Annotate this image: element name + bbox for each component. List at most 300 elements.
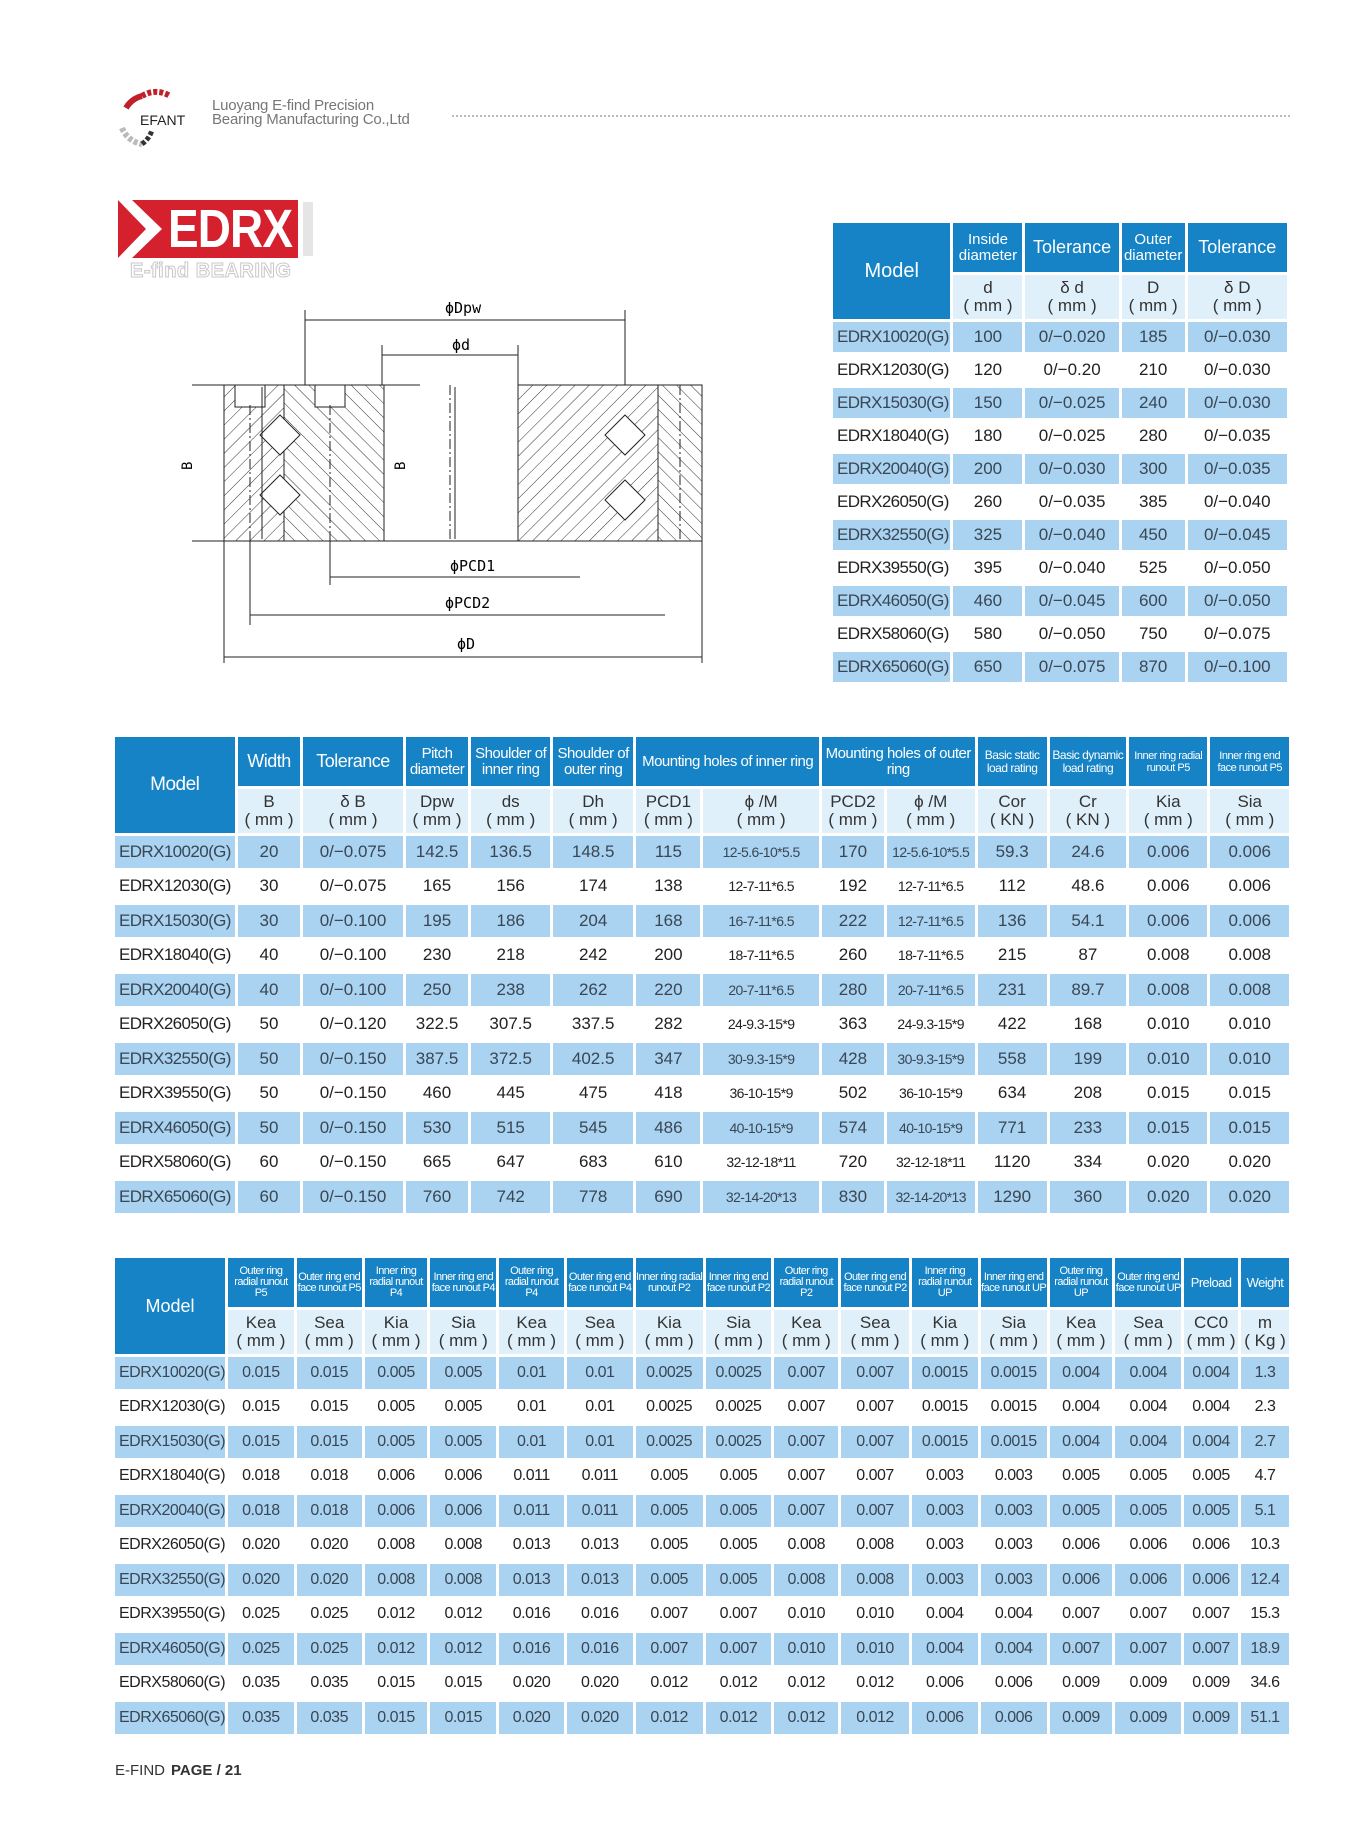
value-cell: 0.010 <box>1228 1014 1271 1034</box>
model-cell: EDRX65060(G) <box>115 1702 225 1734</box>
value-cell: 0.006 <box>981 1702 1047 1734</box>
value-cell: 830 <box>822 1181 884 1213</box>
value-cell: 0.007 <box>774 1426 838 1458</box>
value-cell: 0.0015 <box>912 1357 978 1389</box>
value-cell: 0/−0.075 <box>303 836 402 868</box>
value-cell: 0.035 <box>242 1674 280 1692</box>
unit: ( mm ) <box>1128 296 1178 315</box>
value-cell: 690 <box>636 1181 700 1213</box>
col-header: Outer ring radial runout UP <box>1050 1258 1113 1307</box>
value-cell: 165 <box>422 876 452 896</box>
value-cell: 0.015 <box>444 1674 483 1692</box>
value-cell: 0.005 <box>444 1398 483 1416</box>
value-cell: 0.004 <box>1192 1398 1230 1416</box>
value-cell: 142.5 <box>406 836 469 868</box>
cross-section-diagram <box>180 285 710 665</box>
model-cell: EDRX10020(G) <box>115 836 235 868</box>
value-cell: 0.006 <box>377 1467 415 1485</box>
value-cell: 0.006 <box>994 1674 1033 1692</box>
table-row <box>115 1357 1289 1389</box>
value-cell: 0/−0.150 <box>319 1152 387 1172</box>
unit: ( KN ) <box>1065 810 1111 829</box>
value-cell: 0/−0.040 <box>1203 492 1271 511</box>
value-cell: 0.005 <box>706 1495 772 1527</box>
value-cell: 12.4 <box>1241 1564 1289 1596</box>
value-cell: 0.007 <box>1050 1633 1113 1665</box>
value-cell: 0.01 <box>516 1398 547 1416</box>
value-cell: 0.006 <box>1115 1564 1181 1596</box>
value-cell: 0/−0.040 <box>1038 558 1106 577</box>
company-name-line2: Bearing Manufacturing Co.,Ltd <box>212 111 410 128</box>
model-cell: EDRX12030(G) <box>119 1398 226 1416</box>
symbol: ds <box>501 792 520 811</box>
unit: ( mm ) <box>1225 810 1275 829</box>
model-cell: EDRX65060(G) <box>833 652 950 682</box>
value-cell: 185 <box>1122 322 1185 352</box>
value-cell: 218 <box>496 945 525 965</box>
value-cell: 418 <box>654 1083 683 1103</box>
symbol: Sea <box>859 1313 891 1332</box>
symbol: Sia <box>726 1313 751 1332</box>
value-cell: 771 <box>978 1112 1047 1144</box>
table-row <box>115 1564 1289 1596</box>
model-cell: EDRX26050(G) <box>119 1014 231 1034</box>
table-row <box>115 1668 1289 1700</box>
value-cell: 115 <box>636 836 700 868</box>
value-cell: 0/−0.100 <box>1188 652 1287 682</box>
value-cell: 60 <box>238 1181 301 1213</box>
value-cell: 150 <box>953 388 1022 418</box>
model-cell: EDRX12030(G) <box>837 360 949 379</box>
value-cell: 460 <box>422 1083 452 1103</box>
value-cell: 402.5 <box>553 1043 633 1075</box>
value-cell: 30-9.3-15*9 <box>703 1043 819 1075</box>
value-cell: 0.016 <box>581 1605 619 1623</box>
value-cell: 20-7-11*6.5 <box>703 974 819 1006</box>
value-cell: 0.007 <box>650 1605 688 1623</box>
model-cell: EDRX65060(G) <box>115 1181 235 1213</box>
value-cell: 0/−0.025 <box>1025 388 1118 418</box>
value-cell: 0.015 <box>1129 1112 1207 1144</box>
svg-text:ϕPCD1: ϕPCD1 <box>450 557 496 575</box>
model-cell: EDRX15030(G) <box>833 388 950 418</box>
col-header-model: Model <box>115 1258 225 1354</box>
value-cell: 0.009 <box>1115 1702 1181 1734</box>
svg-text:ϕDpw: ϕDpw <box>445 299 482 317</box>
col-header: Width <box>238 737 301 786</box>
value-cell: 0.01 <box>585 1398 615 1416</box>
value-cell: 0.012 <box>719 1674 758 1692</box>
value-cell: 0.015 <box>1228 1083 1271 1103</box>
symbol: Dh <box>582 792 605 811</box>
value-cell: 0.0015 <box>912 1426 978 1458</box>
col-header: Outer ring end face runout P4 <box>567 1258 633 1307</box>
value-cell: 0.016 <box>567 1633 633 1665</box>
value-cell: 0.006 <box>1129 1536 1167 1554</box>
value-cell: 0.007 <box>841 1357 909 1389</box>
value-cell: 0/−0.120 <box>319 1014 387 1034</box>
symbol: B <box>263 792 275 811</box>
value-cell: 0.003 <box>912 1564 978 1596</box>
value-cell: 0.0015 <box>921 1398 968 1416</box>
value-cell: 0.020 <box>228 1564 294 1596</box>
value-cell: 0/−0.035 <box>1038 492 1106 511</box>
value-cell: 428 <box>822 1043 884 1075</box>
value-cell: 0.015 <box>1146 1083 1190 1103</box>
symbol: Sea <box>584 1313 615 1332</box>
value-cell: 337.5 <box>571 1014 615 1034</box>
col-header: Inner ring end face runout P4 <box>430 1258 496 1307</box>
value-cell: 0.018 <box>228 1495 294 1527</box>
table-row <box>115 905 1289 937</box>
value-cell: 0.0015 <box>981 1357 1047 1389</box>
value-cell: 200 <box>654 945 683 965</box>
value-cell: 0.01 <box>499 1357 564 1389</box>
value-cell: 0.005 <box>365 1426 428 1458</box>
table-row <box>115 871 1289 903</box>
runout-tolerance-table <box>112 1255 1292 1737</box>
value-cell: 0/−0.030 <box>1188 388 1287 418</box>
value-cell: 48.6 <box>1071 876 1105 896</box>
svg-text:ϕD: ϕD <box>457 635 476 653</box>
col-header: Inner ring end face runout P5 <box>1210 737 1289 786</box>
value-cell: 322.5 <box>415 1014 459 1034</box>
value-cell: 0.006 <box>430 1495 496 1527</box>
value-cell: 230 <box>422 945 452 965</box>
table-row <box>115 1181 1289 1213</box>
value-cell: 174 <box>578 876 608 896</box>
value-cell: 0.010 <box>856 1605 894 1623</box>
value-cell: 200 <box>953 454 1022 484</box>
value-cell: 0.004 <box>994 1605 1033 1623</box>
value-cell: 460 <box>953 586 1022 616</box>
value-cell: 242 <box>578 945 608 965</box>
value-cell: 0.012 <box>650 1674 688 1692</box>
unit: ( mm ) <box>1186 1331 1236 1350</box>
value-cell: 0.005 <box>1115 1495 1181 1527</box>
value-cell: 280 <box>1138 426 1168 445</box>
col-header: Tolerance <box>1188 223 1287 272</box>
value-cell: 0.006 <box>365 1495 428 1527</box>
value-cell: 220 <box>636 974 700 1006</box>
value-cell: 0.011 <box>513 1467 550 1485</box>
value-cell: 222 <box>822 905 884 937</box>
value-cell: 0.015 <box>228 1426 294 1458</box>
value-cell: 0.012 <box>636 1702 703 1734</box>
col-header: Outer ring radial runout P5 <box>228 1258 294 1307</box>
value-cell: 34.6 <box>1250 1674 1280 1692</box>
value-cell: 0/−0.150 <box>303 1181 402 1213</box>
value-cell: 0.005 <box>1050 1495 1113 1527</box>
value-cell: 210 <box>1138 360 1168 379</box>
value-cell: 186 <box>471 905 549 937</box>
value-cell: 0.020 <box>297 1564 362 1596</box>
bearing-cross-section-drawing <box>180 285 710 665</box>
value-cell: 0.007 <box>636 1633 703 1665</box>
unit-header <box>406 789 469 833</box>
value-cell: 530 <box>406 1112 469 1144</box>
value-cell: 558 <box>978 1043 1047 1075</box>
unit: ( mm ) <box>1056 1331 1106 1350</box>
value-cell: 89.7 <box>1050 974 1126 1006</box>
value-cell: 0.015 <box>297 1357 362 1389</box>
value-cell: 0.013 <box>567 1564 633 1596</box>
value-cell: 0.0025 <box>715 1398 762 1416</box>
symbol: Sea <box>314 1313 345 1332</box>
value-cell: 525 <box>1138 558 1168 577</box>
unit-header <box>703 789 819 833</box>
value-cell: 0.025 <box>310 1605 348 1623</box>
symbol: PCD1 <box>645 792 692 811</box>
symbol: δ D <box>1224 278 1251 297</box>
value-cell: 32-14-20*13 <box>703 1181 819 1213</box>
value-cell: 0.009 <box>1129 1674 1167 1692</box>
value-cell: 282 <box>654 1014 683 1034</box>
symbol: Sia <box>450 1313 476 1332</box>
unit: ( mm ) <box>850 1331 900 1350</box>
unit-header <box>1050 1310 1113 1354</box>
table-row <box>833 487 1287 517</box>
unit: ( mm ) <box>438 1331 488 1350</box>
value-cell: 0.020 <box>1146 1152 1190 1172</box>
value-cell: 50 <box>259 1014 279 1034</box>
value-cell: 0/−0.025 <box>1038 426 1106 445</box>
value-cell: 0.003 <box>981 1564 1047 1596</box>
value-cell: 231 <box>978 974 1047 1006</box>
col-header: Inner ring radial runout P5 <box>1129 737 1207 786</box>
value-cell: 238 <box>471 974 549 1006</box>
value-cell: 347 <box>636 1043 700 1075</box>
svg-text:ϕd: ϕd <box>452 336 471 354</box>
unit: ( mm ) <box>828 810 878 829</box>
value-cell: 0.035 <box>228 1702 294 1734</box>
value-cell: 0.011 <box>567 1495 633 1527</box>
unit: ( mm ) <box>644 1331 694 1350</box>
symbol: Sia <box>1237 792 1263 811</box>
col-header: Inner ring radial runout UP <box>912 1258 978 1307</box>
value-cell: 0.006 <box>912 1702 978 1734</box>
symbol: δ B <box>340 792 366 811</box>
col-header: Inner ring radial runout P2 <box>636 1258 703 1307</box>
value-cell: 360 <box>1050 1181 1126 1213</box>
value-cell: 0.005 <box>1184 1495 1238 1527</box>
unit: ( mm ) <box>736 810 786 829</box>
value-cell: 475 <box>578 1083 608 1103</box>
unit-header <box>774 1310 838 1354</box>
symbol: Kea <box>516 1313 547 1332</box>
value-cell: 395 <box>973 558 1003 577</box>
col-header: Tolerance <box>303 737 402 786</box>
unit-header <box>471 789 549 833</box>
symbol: Cr <box>1078 792 1097 811</box>
value-cell: 0.004 <box>981 1633 1047 1665</box>
value-cell: 0.012 <box>856 1674 894 1692</box>
unit-header <box>912 1310 978 1354</box>
value-cell: 0.007 <box>856 1398 894 1416</box>
unit-header <box>1241 1310 1289 1354</box>
symbol: δ d <box>1060 278 1084 297</box>
svg-text:ϕPCD2: ϕPCD2 <box>445 594 491 612</box>
value-cell: 2.3 <box>1254 1398 1276 1416</box>
value-cell: 0/−0.100 <box>303 974 402 1006</box>
value-cell: 36-10-15*9 <box>729 1085 793 1102</box>
value-cell: 0.007 <box>1062 1605 1100 1623</box>
symbol: Kea <box>245 1313 277 1332</box>
value-cell: 650 <box>953 652 1022 682</box>
value-cell: 422 <box>997 1014 1027 1034</box>
symbol: Kea <box>1065 1313 1097 1332</box>
value-cell: 0.012 <box>444 1605 483 1623</box>
unit-header <box>1025 275 1118 319</box>
value-cell: 0.025 <box>297 1633 362 1665</box>
value-cell: 0.005 <box>430 1426 496 1458</box>
unit-header <box>1129 789 1207 833</box>
value-cell: 0/−0.050 <box>1038 624 1106 643</box>
value-cell: 0.007 <box>774 1495 838 1527</box>
value-cell: 0.020 <box>242 1536 280 1554</box>
value-cell: 260 <box>838 945 868 965</box>
company-name-line1: Luoyang E-find Precision <box>212 97 374 114</box>
value-cell: 0.018 <box>310 1467 348 1485</box>
table-row <box>115 974 1289 1006</box>
col-header-model: Model <box>833 223 950 319</box>
value-cell: 363 <box>838 1014 868 1034</box>
value-cell: 0.010 <box>1146 1014 1190 1034</box>
table-row <box>833 421 1287 451</box>
value-cell: 0.005 <box>1062 1467 1100 1485</box>
brand-subtitle: E-find BEARING <box>130 260 292 282</box>
unit: ( mm ) <box>244 810 294 829</box>
value-cell: 0.007 <box>706 1633 772 1665</box>
col-header: Outer ring end face runout UP <box>1115 1258 1181 1307</box>
unit: ( mm ) <box>371 1331 421 1350</box>
value-cell: 0.016 <box>512 1605 551 1623</box>
value-cell: 0/−0.035 <box>1188 454 1287 484</box>
value-cell: 59.3 <box>978 836 1047 868</box>
value-cell: 0.0025 <box>636 1426 703 1458</box>
value-cell: 0.007 <box>1115 1633 1181 1665</box>
value-cell: 0.004 <box>912 1633 978 1665</box>
model-cell: EDRX18040(G) <box>837 426 949 445</box>
unit: ( mm ) <box>507 1331 557 1350</box>
value-cell: 600 <box>1122 586 1185 616</box>
value-cell: 0.020 <box>1129 1181 1207 1213</box>
value-cell: 0.008 <box>1146 945 1190 965</box>
unit-header <box>841 1310 909 1354</box>
value-cell: 0.007 <box>787 1398 826 1416</box>
value-cell: 32-14-20*13 <box>887 1181 975 1213</box>
table-row <box>115 1426 1289 1458</box>
model-cell: EDRX58060(G) <box>119 1674 226 1692</box>
table-row <box>833 652 1287 682</box>
value-cell: 199 <box>1050 1043 1126 1075</box>
unit-header <box>499 1310 564 1354</box>
value-cell: 0.006 <box>1210 836 1289 868</box>
value-cell: 0.003 <box>926 1536 964 1554</box>
value-cell: 0.009 <box>1184 1702 1238 1734</box>
symbol: ϕ /M <box>744 792 778 811</box>
value-cell: 750 <box>1138 624 1168 643</box>
value-cell: 0.020 <box>1228 1152 1271 1172</box>
value-cell: 136 <box>978 905 1047 937</box>
value-cell: 0.005 <box>719 1536 758 1554</box>
unit-header <box>297 1310 362 1354</box>
value-cell: 0.006 <box>1192 1536 1230 1554</box>
model-cell: EDRX20040(G) <box>115 974 235 1006</box>
table-row <box>115 1702 1289 1734</box>
value-cell: 0.015 <box>430 1702 496 1734</box>
value-cell: 0.007 <box>1192 1605 1230 1623</box>
value-cell: 0.009 <box>1062 1674 1100 1692</box>
value-cell: 0.01 <box>567 1426 633 1458</box>
model-cell: EDRX39550(G) <box>119 1083 231 1103</box>
model-cell: EDRX39550(G) <box>119 1605 226 1623</box>
value-cell: 0.020 <box>310 1536 348 1554</box>
value-cell: 0.006 <box>926 1674 964 1692</box>
unit: ( mm ) <box>575 1331 625 1350</box>
symbol: ϕ /M <box>914 792 948 811</box>
value-cell: 0.010 <box>774 1633 838 1665</box>
value-cell: 0/−0.100 <box>303 905 402 937</box>
value-cell: 20-7-11*6.5 <box>887 974 975 1006</box>
value-cell: 0.006 <box>444 1467 483 1485</box>
col-header: Tolerance <box>1025 223 1118 272</box>
table-row <box>833 388 1287 418</box>
table-row <box>115 1461 1289 1493</box>
unit-header <box>430 1310 496 1354</box>
value-cell: 192 <box>838 876 868 896</box>
unit-header <box>228 1310 294 1354</box>
value-cell: 0.0025 <box>706 1357 772 1389</box>
value-cell: 334 <box>1073 1152 1103 1172</box>
unit-header <box>636 1310 703 1354</box>
value-cell: 0.005 <box>706 1564 772 1596</box>
value-cell: 51.1 <box>1241 1702 1289 1734</box>
value-cell: 0.005 <box>430 1357 496 1389</box>
header-dotted-rule <box>452 115 1290 117</box>
value-cell: 0.006 <box>1210 905 1289 937</box>
value-cell: 307.5 <box>489 1014 532 1034</box>
value-cell: 240 <box>1122 388 1185 418</box>
value-cell: 0.015 <box>242 1398 280 1416</box>
banner-divider <box>303 202 313 256</box>
symbol: Kia <box>383 1313 409 1332</box>
unit-header <box>1050 789 1126 833</box>
col-header: Shoulder of outer ring <box>553 737 633 786</box>
value-cell: 0.011 <box>581 1467 618 1485</box>
value-cell: 574 <box>822 1112 884 1144</box>
value-cell: 5.1 <box>1241 1495 1289 1527</box>
value-cell: 0.010 <box>1210 1043 1289 1075</box>
value-cell: 0.004 <box>1129 1398 1167 1416</box>
value-cell: 0.012 <box>841 1702 909 1734</box>
col-header: Outer ring end face runout P2 <box>841 1258 909 1307</box>
unit: ( mm ) <box>781 1331 831 1350</box>
value-cell: 0.013 <box>499 1564 564 1596</box>
value-cell: 683 <box>578 1152 608 1172</box>
model-cell: EDRX18040(G) <box>119 1467 226 1485</box>
value-cell: 870 <box>1122 652 1185 682</box>
col-header: Outer diameter <box>1122 223 1185 272</box>
value-cell: 0.020 <box>567 1702 633 1734</box>
chevron-arrow-icon <box>118 200 168 258</box>
value-cell: 610 <box>654 1152 683 1172</box>
value-cell: 50 <box>238 1112 301 1144</box>
value-cell: 0.008 <box>841 1564 909 1596</box>
value-cell: 30 <box>238 905 301 937</box>
unit-header <box>981 1310 1047 1354</box>
symbol: d <box>983 278 993 297</box>
